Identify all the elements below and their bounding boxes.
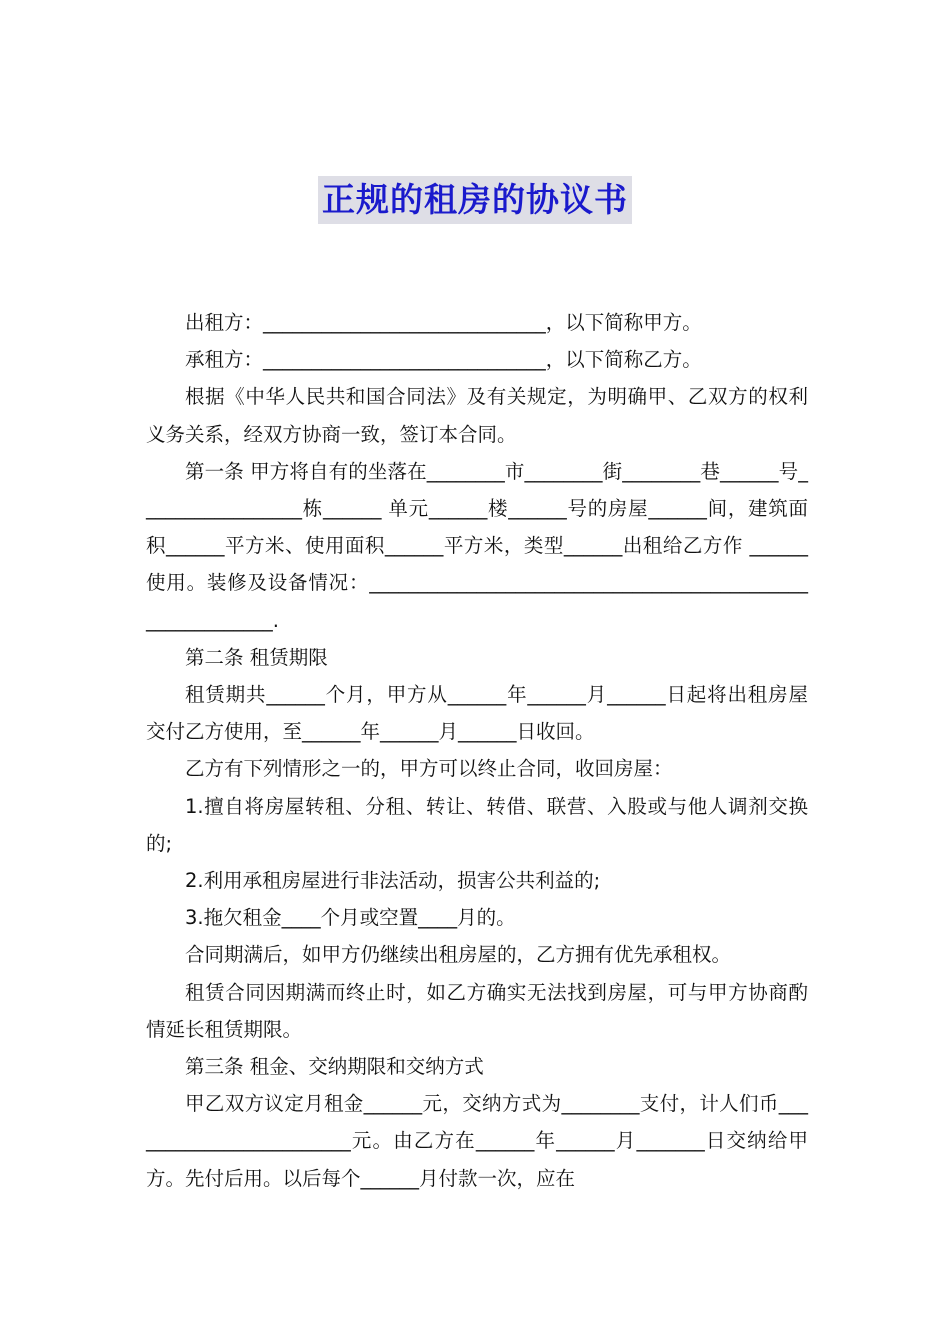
document-title: 正规的租房的协议书 xyxy=(318,176,632,224)
lessor-line: 出租方：_____________________________，以下简称甲方。 xyxy=(185,311,702,334)
extension-paragraph: 租赁合同因期满而终止时，如乙方确实无法找到房屋，可与甲方协商酌情延长租赁期限。 xyxy=(146,980,808,1041)
lessee-line: 承租方：_____________________________，以下简称乙方。 xyxy=(185,348,702,372)
lease-term-paragraph: 租赁期共______个月，甲方从______年______月______日起将出租房屋交付乙方使用，至______年______月______日收回。 xyxy=(146,683,808,744)
preamble-paragraph: 根据《中华人民共和国合同法》及有关规定，为明确甲、乙双方的权利义务关系，经双方协商一致，签订本合同。 xyxy=(146,385,808,446)
termination-intro: 乙方有下列情形之一的，甲方可以终止合同，收回房屋： xyxy=(185,757,673,781)
termination-item-2: 2.利用承租房屋进行非法活动，损害公共利益的; xyxy=(185,869,601,893)
article-1-paragraph: 第一条 甲方将自有的坐落在________市________街________巷______号_________________栋______ 单元______楼______号的房屋______间，建筑面积______平方米、使用面积______平方米，类型______出租给乙方作 ______使用。装修及设备情况：__________________________________________________________. xyxy=(146,459,808,632)
title-container xyxy=(0,176,950,224)
document-body xyxy=(146,304,808,1197)
priority-renewal-paragraph: 合同期满后，如甲方仍继续出租房屋的，乙方拥有优先承租权。 xyxy=(185,943,732,967)
rent-paragraph: 甲乙双方议定月租金______元，交纳方式为________支付，计人们币________________________元。由乙方在______年______月_______日交纳给甲方。先付后用。以后每个______月付款一次，应在 xyxy=(146,1092,808,1190)
article-2-heading: 第二条 租赁期限 xyxy=(185,645,328,669)
termination-item-3: 3.拖欠租金____个月或空置____月的。 xyxy=(185,906,516,930)
article-3-heading: 第三条 租金、交纳期限和交纳方式 xyxy=(185,1055,484,1079)
termination-item-1: 1.擅自将房屋转租、分租、转让、转借、联营、入股或与他人调剂交换的; xyxy=(146,794,808,855)
